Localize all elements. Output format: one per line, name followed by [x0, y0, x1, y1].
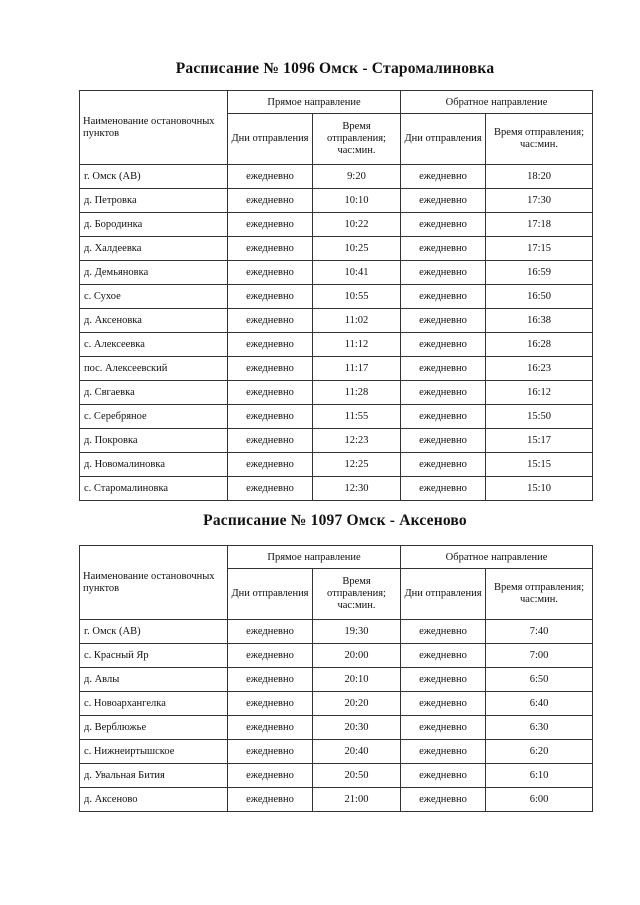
- backward-days-cell: ежедневно: [401, 213, 486, 237]
- stop-name-cell: с. Алексеевка: [80, 333, 228, 357]
- stop-name-cell: д. Свгаевка: [80, 381, 228, 405]
- backward-time-header: Время отправления; час:мин.: [486, 569, 593, 620]
- forward-time-cell: 10:10: [313, 189, 401, 213]
- forward-days-cell: ежедневно: [228, 333, 313, 357]
- forward-time-cell: 11:55: [313, 405, 401, 429]
- forward-days-cell: ежедневно: [228, 429, 313, 453]
- table-row: [80, 764, 593, 788]
- schedule-title: Расписание № 1096 Омск - Старомалиновка: [175, 60, 495, 77]
- backward-days-cell: ежедневно: [401, 165, 486, 189]
- stop-name-cell: д. Увальная Бития: [80, 764, 228, 788]
- forward-days-cell: ежедневно: [228, 357, 313, 381]
- backward-time-cell: 7:40: [486, 620, 593, 644]
- backward-time-cell: 6:30: [486, 716, 593, 740]
- backward-days-cell: ежедневно: [401, 764, 486, 788]
- forward-days-cell: ежедневно: [228, 477, 313, 501]
- forward-days-cell: ежедневно: [228, 189, 313, 213]
- forward-time-cell: 21:00: [313, 788, 401, 812]
- forward-days-cell: ежедневно: [228, 764, 313, 788]
- backward-days-cell: ежедневно: [401, 237, 486, 261]
- stop-name-cell: д. Новомалиновка: [80, 453, 228, 477]
- backward-days-cell: ежедневно: [401, 788, 486, 812]
- forward-days-cell: ежедневно: [228, 788, 313, 812]
- forward-time-cell: 11:12: [313, 333, 401, 357]
- schedule-title: Расписание № 1097 Омск - Аксеново: [203, 512, 467, 529]
- backward-time-cell: 17:15: [486, 237, 593, 261]
- backward-time-cell: 17:18: [486, 213, 593, 237]
- forward-days-header: Дни отправления: [228, 114, 313, 165]
- forward-days-cell: ежедневно: [228, 620, 313, 644]
- table-row: [80, 165, 593, 189]
- forward-days-cell: ежедневно: [228, 165, 313, 189]
- forward-time-cell: 10:25: [313, 237, 401, 261]
- forward-time-cell: 20:50: [313, 764, 401, 788]
- forward-time-header: Время отправления; час:мин.: [313, 114, 401, 165]
- backward-days-cell: ежедневно: [401, 477, 486, 501]
- schedule-rows: [80, 620, 593, 812]
- forward-days-cell: ежедневно: [228, 453, 313, 477]
- table-row: [80, 644, 593, 668]
- table-row: [80, 237, 593, 261]
- table-row: [80, 309, 593, 333]
- forward-time-cell: 20:10: [313, 668, 401, 692]
- schedule-rows: [80, 165, 593, 501]
- backward-days-cell: ежедневно: [401, 285, 486, 309]
- forward-time-cell: 10:55: [313, 285, 401, 309]
- stop-name-cell: д. Аксеновка: [80, 309, 228, 333]
- forward-direction-header: Прямое направление: [228, 91, 401, 114]
- stop-name-cell: д. Верблюжье: [80, 716, 228, 740]
- stop-name-cell: д. Покровка: [80, 429, 228, 453]
- stop-name-cell: с. Серебряное: [80, 405, 228, 429]
- forward-days-cell: ежедневно: [228, 213, 313, 237]
- backward-time-cell: 16:12: [486, 381, 593, 405]
- forward-days-cell: ежедневно: [228, 309, 313, 333]
- backward-time-cell: 6:20: [486, 740, 593, 764]
- stop-name-cell: д. Аксеново: [80, 788, 228, 812]
- backward-days-cell: ежедневно: [401, 692, 486, 716]
- forward-time-cell: 10:41: [313, 261, 401, 285]
- forward-time-cell: 12:25: [313, 453, 401, 477]
- backward-time-cell: 6:50: [486, 668, 593, 692]
- table-row: [80, 788, 593, 812]
- table-row: [80, 381, 593, 405]
- forward-days-cell: ежедневно: [228, 381, 313, 405]
- forward-time-cell: 12:23: [313, 429, 401, 453]
- backward-days-cell: ежедневно: [401, 620, 486, 644]
- backward-time-cell: 15:50: [486, 405, 593, 429]
- table-row: [80, 405, 593, 429]
- forward-days-cell: ежедневно: [228, 740, 313, 764]
- stops-column-header: Наименование остановочных пунктов: [80, 91, 228, 165]
- backward-days-cell: ежедневно: [401, 357, 486, 381]
- backward-days-cell: ежедневно: [401, 644, 486, 668]
- backward-time-cell: 16:59: [486, 261, 593, 285]
- stop-name-cell: с. Нижнеиртышское: [80, 740, 228, 764]
- backward-time-cell: 16:28: [486, 333, 593, 357]
- stop-name-cell: д. Демьяновка: [80, 261, 228, 285]
- table-row: [80, 213, 593, 237]
- table-row: [80, 453, 593, 477]
- forward-time-cell: 12:30: [313, 477, 401, 501]
- backward-time-cell: 15:10: [486, 477, 593, 501]
- stop-name-cell: д. Петровка: [80, 189, 228, 213]
- stop-name-cell: г. Омск (АВ): [80, 620, 228, 644]
- forward-days-header: Дни отправления: [228, 569, 313, 620]
- stop-name-cell: д. Бородинка: [80, 213, 228, 237]
- forward-days-cell: ежедневно: [228, 668, 313, 692]
- forward-time-cell: 20:20: [313, 692, 401, 716]
- forward-time-cell: 11:02: [313, 309, 401, 333]
- backward-days-cell: ежедневно: [401, 333, 486, 357]
- forward-time-cell: 20:30: [313, 716, 401, 740]
- forward-time-cell: 20:00: [313, 644, 401, 668]
- backward-time-cell: 6:40: [486, 692, 593, 716]
- forward-days-cell: ежедневно: [228, 692, 313, 716]
- forward-time-cell: 11:17: [313, 357, 401, 381]
- stop-name-cell: с. Сухое: [80, 285, 228, 309]
- table-row: [80, 285, 593, 309]
- backward-direction-header: Обратное направление: [401, 546, 593, 569]
- backward-days-cell: ежедневно: [401, 740, 486, 764]
- table-row: [80, 740, 593, 764]
- backward-time-header: Время отправления; час:мин.: [486, 114, 593, 165]
- table-row: [80, 357, 593, 381]
- backward-days-header: Дни отправления: [401, 569, 486, 620]
- backward-time-cell: 15:15: [486, 453, 593, 477]
- table-row: [80, 333, 593, 357]
- stop-name-cell: д. Авлы: [80, 668, 228, 692]
- backward-time-cell: 6:00: [486, 788, 593, 812]
- backward-time-cell: 6:10: [486, 764, 593, 788]
- table-row: [80, 189, 593, 213]
- stops-column-header: Наименование остановочных пунктов: [80, 546, 228, 620]
- table-row: [80, 692, 593, 716]
- stop-name-cell: д. Халдеевка: [80, 237, 228, 261]
- forward-days-cell: ежедневно: [228, 261, 313, 285]
- backward-days-cell: ежедневно: [401, 261, 486, 285]
- table-row: [80, 668, 593, 692]
- backward-time-cell: 16:23: [486, 357, 593, 381]
- forward-direction-header: Прямое направление: [228, 546, 401, 569]
- backward-time-cell: 16:38: [486, 309, 593, 333]
- table-row: [80, 261, 593, 285]
- forward-time-cell: 20:40: [313, 740, 401, 764]
- forward-time-cell: 11:28: [313, 381, 401, 405]
- stop-name-cell: г. Омск (АВ): [80, 165, 228, 189]
- stop-name-cell: пос. Алексеевский: [80, 357, 228, 381]
- forward-days-cell: ежедневно: [228, 285, 313, 309]
- forward-time-cell: 19:30: [313, 620, 401, 644]
- forward-time-cell: 9:20: [313, 165, 401, 189]
- table-row: [80, 429, 593, 453]
- backward-days-cell: ежедневно: [401, 405, 486, 429]
- forward-days-cell: ежедневно: [228, 644, 313, 668]
- backward-days-cell: ежедневно: [401, 309, 486, 333]
- backward-days-cell: ежедневно: [401, 716, 486, 740]
- schedule-table: [79, 90, 593, 501]
- backward-days-cell: ежедневно: [401, 381, 486, 405]
- backward-days-cell: ежедневно: [401, 668, 486, 692]
- backward-time-cell: 18:20: [486, 165, 593, 189]
- forward-days-cell: ежедневно: [228, 405, 313, 429]
- backward-time-cell: 16:50: [486, 285, 593, 309]
- backward-time-cell: 15:17: [486, 429, 593, 453]
- forward-time-cell: 10:22: [313, 213, 401, 237]
- schedule-table: [79, 545, 593, 812]
- backward-days-cell: ежедневно: [401, 189, 486, 213]
- backward-days-cell: ежедневно: [401, 453, 486, 477]
- backward-days-cell: ежедневно: [401, 429, 486, 453]
- table-row: [80, 620, 593, 644]
- forward-days-cell: ежедневно: [228, 716, 313, 740]
- table-row: [80, 716, 593, 740]
- stop-name-cell: с. Красный Яр: [80, 644, 228, 668]
- table-row: [80, 477, 593, 501]
- stop-name-cell: с. Новоархангелка: [80, 692, 228, 716]
- stop-name-cell: с. Старомалиновка: [80, 477, 228, 501]
- forward-time-header: Время отправления; час:мин.: [313, 569, 401, 620]
- backward-time-cell: 7:00: [486, 644, 593, 668]
- backward-days-header: Дни отправления: [401, 114, 486, 165]
- backward-direction-header: Обратное направление: [401, 91, 593, 114]
- backward-time-cell: 17:30: [486, 189, 593, 213]
- forward-days-cell: ежедневно: [228, 237, 313, 261]
